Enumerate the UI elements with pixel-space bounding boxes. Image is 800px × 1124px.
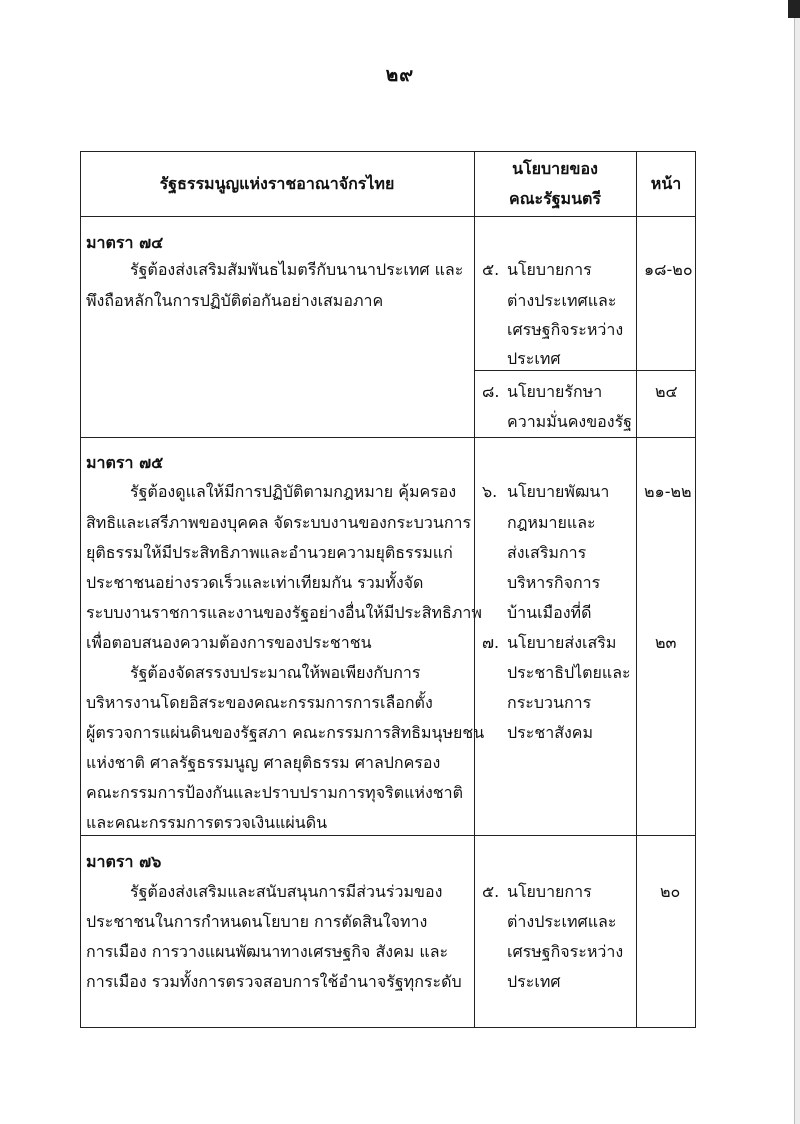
policy-line: ประชาธิปไตยและ bbox=[507, 663, 631, 682]
policy-line: เศรษฐกิจระหว่าง bbox=[507, 320, 624, 339]
scan-corner-mark bbox=[788, 0, 800, 18]
policy-line: นโยบายพัฒนา bbox=[507, 482, 610, 501]
scan-edge bbox=[794, 0, 800, 1124]
section-line: ผู้ตรวจการแผ่นดินของรัฐสภา คณะกรรมการสิทธิมนุษยชน bbox=[86, 723, 485, 742]
section-line: คณะกรรมการป้องกันและปราบปรามการทุจริตแห่งชาติ bbox=[86, 783, 463, 802]
policy-line: นโยบายการ bbox=[507, 260, 592, 279]
policy-line: ต่างประเทศและ bbox=[507, 291, 617, 310]
header-constitution: รัฐธรรมนูญแห่งราชอาณาจักรไทย bbox=[159, 174, 395, 193]
policy-number: ๗. bbox=[482, 633, 500, 652]
section-line: ระบบงานราชการและงานของรัฐอย่างอื่นให้มีประสิทธิภาพ bbox=[86, 603, 482, 622]
section-title: มาตรา ๗๕ bbox=[86, 453, 164, 472]
policy-page: ๒๓ bbox=[655, 633, 677, 652]
policy-line: กระบวนการ bbox=[507, 693, 592, 712]
section-line: ประชาชนในการกำหนดนโยบาย การตัดสินใจทาง bbox=[86, 912, 428, 931]
section-line: การเมือง การวางแผนพัฒนาทางเศรษฐกิจ สังคม และ bbox=[86, 942, 449, 961]
policy-line: ส่งเสริมการ bbox=[507, 543, 587, 562]
policy-page: ๒๔ bbox=[655, 382, 678, 401]
policy-line: บริหารกิจการ bbox=[507, 573, 601, 592]
policy-line: นโยบายส่งเสริม bbox=[507, 633, 617, 652]
section-line: เพื่อตอบสนองความต้องการของประชาชน bbox=[86, 633, 372, 652]
policy-page: ๑๘-๒๐ bbox=[644, 260, 693, 279]
policy-line: ประเทศ bbox=[507, 972, 561, 991]
policy-line: ความมั่นคงของรัฐ bbox=[507, 412, 632, 431]
section-line: รัฐต้องส่งเสริมสัมพันธไมตรีกับนานาประเทศ และ bbox=[130, 260, 464, 279]
policy-line: เศรษฐกิจระหว่าง bbox=[507, 942, 624, 961]
section-line: รัฐต้องจัดสรรงบประมาณให้พอเพียงกับการ bbox=[130, 663, 421, 682]
policy-page: ๒๐ bbox=[660, 882, 681, 901]
section-line: และคณะกรรมการตรวจเงินแผ่นดิน bbox=[86, 813, 328, 832]
policy-line: ประเทศ bbox=[507, 349, 561, 368]
section-line: แห่งชาติ ศาลรัฐธรรมนูญ ศาลยุติธรรม ศาลปกครอง bbox=[86, 753, 441, 772]
column-divider-2 bbox=[636, 151, 637, 1028]
section-line: สิทธิและเสรีภาพของบุคคล จัดระบบงานของกระบวนการ bbox=[86, 513, 472, 532]
section-divider-1 bbox=[80, 437, 696, 438]
header-page: หน้า bbox=[650, 174, 682, 193]
policy-number: ๕. bbox=[482, 882, 500, 901]
policy-page: ๒๑-๒๒ bbox=[644, 482, 692, 501]
policy-line: บ้านเมืองที่ดี bbox=[507, 603, 592, 622]
policy-number: ๖. bbox=[482, 482, 498, 501]
policy-line: ประชาสังคม bbox=[507, 723, 594, 742]
section-title: มาตรา ๗๖ bbox=[86, 852, 162, 871]
policy-number: ๘. bbox=[482, 382, 500, 401]
page-number: ๒๙ bbox=[385, 64, 415, 86]
section-line: บริหารงานโดยอิสระของคณะกรรมการการเลือกตั้ง bbox=[86, 693, 433, 712]
column-divider-1 bbox=[474, 151, 475, 1028]
header-policy-line2: คณะรัฐมนตรี bbox=[508, 189, 602, 208]
header-policy-line1: นโยบายของ bbox=[512, 159, 598, 178]
section-title: มาตรา ๗๔ bbox=[86, 233, 164, 252]
section-line: ประชาชนอย่างรวดเร็วและเท่าเทียมกัน รวมทั้งจัด bbox=[86, 573, 424, 592]
policy-number: ๕. bbox=[482, 260, 500, 279]
section-line: พึงถือหลักในการปฏิบัติต่อกันอย่างเสมอภาค bbox=[86, 291, 384, 310]
policy-line: กฎหมายและ bbox=[507, 513, 596, 532]
policy-line: ต่างประเทศและ bbox=[507, 912, 617, 931]
section-line: รัฐต้องดูแลให้มีการปฏิบัติตามกฎหมาย คุ้มครอง bbox=[130, 482, 457, 501]
section-line: การเมือง รวมทั้งการตรวจสอบการใช้อำนาจรัฐทุกระดับ bbox=[86, 972, 462, 991]
policy-line: นโยบายรักษา bbox=[507, 382, 603, 401]
policy-line: นโยบายการ bbox=[507, 882, 592, 901]
section-line: ยุติธรรมให้มีประสิทธิภาพและอำนวยความยุติธรรมแก่ bbox=[86, 543, 453, 562]
header-row-divider bbox=[80, 216, 696, 217]
section-line: รัฐต้องส่งเสริมและสนับสนุนการมีส่วนร่วมของ bbox=[130, 882, 443, 901]
